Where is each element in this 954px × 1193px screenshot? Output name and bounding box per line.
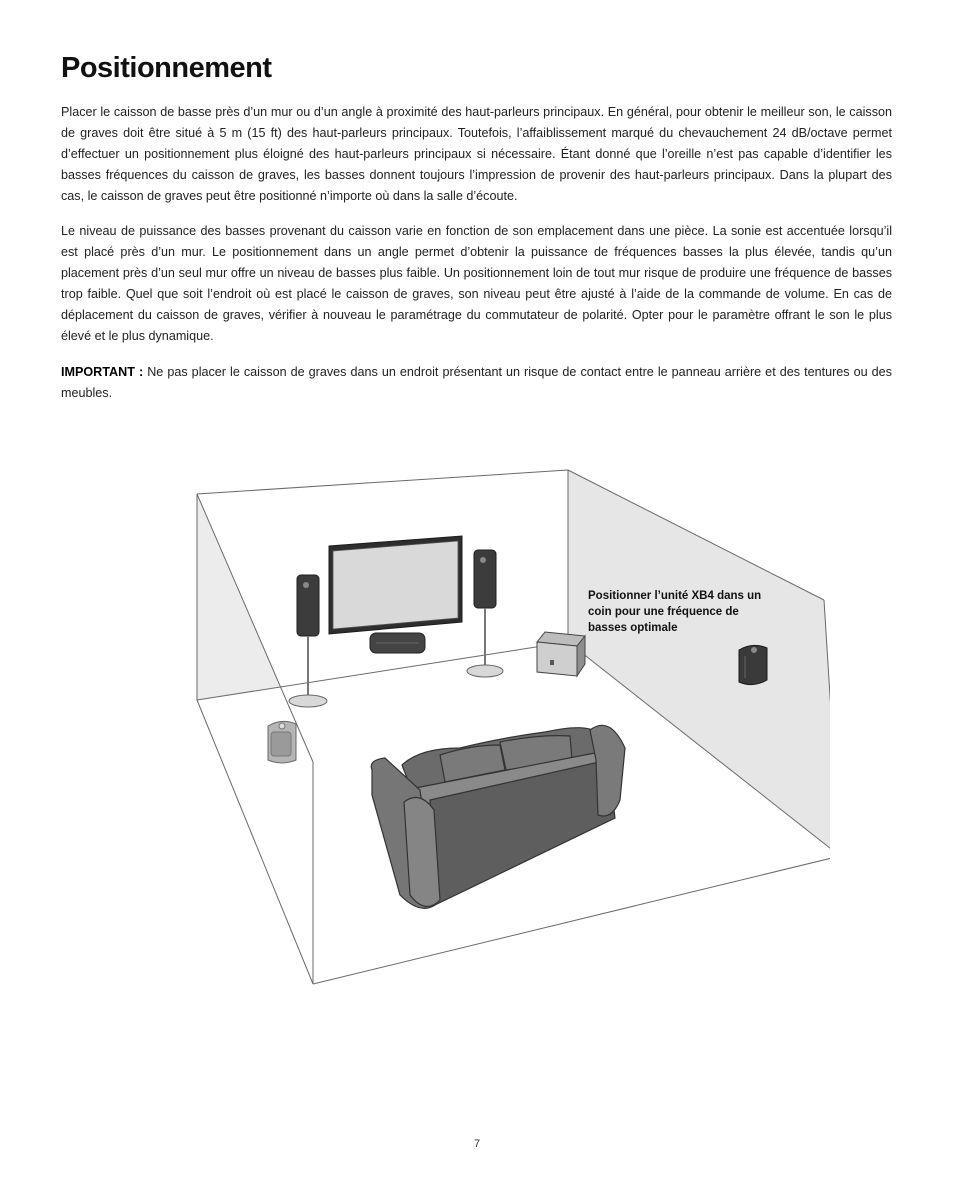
subwoofer-callout: Positionner l’unité XB4 dans un coin pour une fréquence de basses optimale bbox=[588, 590, 762, 634]
page-title: Positionnement bbox=[61, 52, 272, 84]
page-number: 7 bbox=[473, 1138, 481, 1150]
room-placement-illustration bbox=[190, 465, 830, 990]
paragraph-placement: Placer le caisson de basse près d’un mur ou d’un angle à proximité des haut-parleurs principaux. En général, pour obtenir le meilleur son, le caisson de graves doit être situé à 5 m (15 ft) des haut-parleurs principaux. Toutefois, l’affaiblissement marqué du chevauchement 24 dB/octave permet d’effectuer un positionnement plus éloigné des haut-parleurs principaux si nécessaire. Étant donné que l’oreille n’est pas capable d’identifier les basses fréquences du caisson de graves, les basses donnent toujours l’impression de provenir des haut-parleurs principaux. Dans la plupart des cas, le caisson de graves peut être positionné n’importe où dans la salle d’écoute. bbox=[61, 105, 892, 203]
surround-speaker-right bbox=[739, 645, 767, 684]
important-text: Ne pas placer le caisson de graves dans un endroit présentant un risque de contact entre le panneau arrière et des tentures ou des meubles. bbox=[61, 365, 892, 400]
center-speaker bbox=[370, 633, 425, 653]
paragraph-bass-level: Le niveau de puissance des basses provenant du caisson varie en fonction de son emplacement dans une pièce. La sonie est accentuée lorsqu’il est placé près d’un mur. Le positionnement dans un angle permet d’obtenir la puissance de fréquences basses la plus élevée, tandis qu’un placement près d’un seul mur offre un niveau de basses plus faible. Un positionnement loin de tout mur risque de produire une fréquence de basses trop faible. Quel que soit l’endroit où est placé le caisson de graves, son niveau peut être ajusté à l’aide de la commande de volume. En cas de déplacement du caisson de graves, vérifier à nouveau le paramétrage du commutateur de polarité. Opter pour le paramètre offrant le son le plus élevé et le plus dynamique. bbox=[61, 224, 892, 343]
subwoofer-xb4 bbox=[537, 632, 585, 676]
surround-speaker-left bbox=[268, 721, 296, 763]
important-label: IMPORTANT : bbox=[61, 365, 144, 379]
flat-screen-tv bbox=[329, 536, 462, 634]
paragraph-important bbox=[61, 362, 892, 404]
